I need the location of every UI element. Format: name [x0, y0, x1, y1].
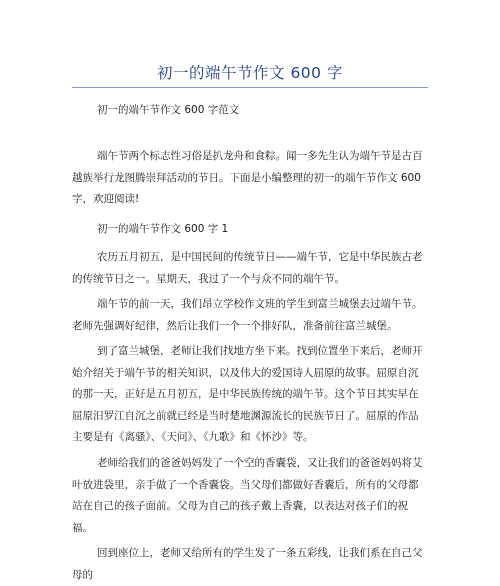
body-paragraph: 回到座位上，老师又给所有的学生发了一条五彩线，让我们系在自己父母的	[72, 547, 423, 581]
essay-heading: 初一的端午节作文 600 字 1	[97, 223, 229, 235]
intro-paragraph: 端午节两个标志性习俗是扒龙舟和食粽。闻一多先生认为端午节是古百越族举行龙图腾崇拜活动的节日。下面是小编整理的初一的端午节作文 600 字，欢迎阅读!	[72, 150, 423, 205]
body-paragraph: 老师给我们的爸爸妈妈发了一个空的香囊袋，又让我们的爸爸妈妈将艾叶放进袋里，亲手做了一个香囊袋。当父母们都做好香囊后，所有的父母都站在自己的孩子面前。父母为自己的孩子戴上香囊，以表达对孩子们的祝福。	[72, 457, 423, 534]
title-divider	[72, 87, 428, 88]
document-subtitle: 初一的端午节作文 600 字范文	[97, 104, 240, 116]
body-paragraph: 端午节的前一天，我们昂立学校作文班的学生到富兰城堡去过端午节。老师先强调好纪律，然后让我们一个一个排好队，准备前往富兰城堡。	[72, 298, 423, 332]
body-paragraph: 农历五月初五，是中国民间的传统节日——端午节，它是中华民族古老的传统节日之一。星期天，我过了一个与众不同的端午节。	[72, 251, 423, 285]
body-paragraph: 到了富兰城堡，老师让我们找地方坐下来。找到位置坐下来后，老师开始介绍关于端午节的相关知识，以及伟大的爱国诗人屈原的故事。屈原自沉的那一天，正好是五月初五，是中华民族传统的端午节。这个节日其实早在屈原汨罗江自沉之前就已经是当时楚地渊源流长的民族节日了。屈原的作品主要是有《离骚》、《天问》、《九歌》和《怀沙》等。	[72, 345, 423, 443]
document-title: 初一的端午节作文 600 字	[157, 64, 343, 82]
